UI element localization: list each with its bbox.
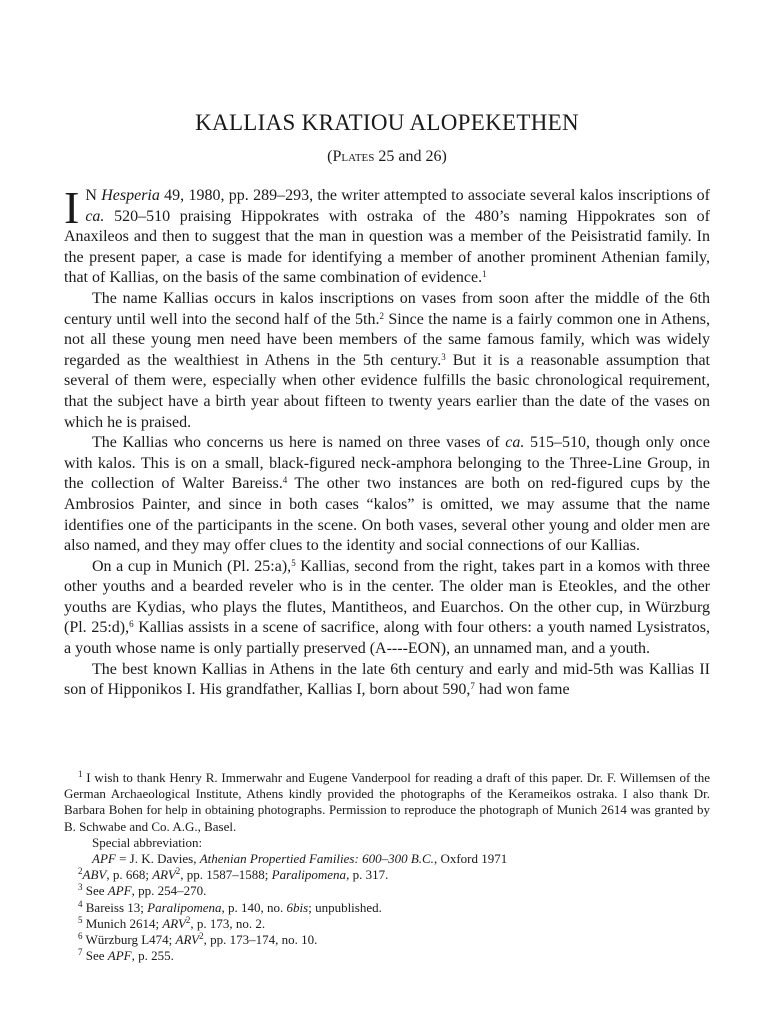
text-run: The other two instances are both on red-figured cups by the Ambrosios Painter, and since in both cases “kalos” is omitted, we may assume that the name identifies one of the participants in the scene. On both vases, several other young and older men are also named, and they may offer clues to the identity and social connections of our Kallias. [64, 475, 710, 555]
footnote-5 [64, 916, 710, 932]
text-run: Munich 2614; [82, 915, 163, 931]
footnote-marker: 7 [470, 681, 475, 692]
footnote-4 [64, 900, 710, 916]
text-run: 520–510 praising Hippokrates with ostraka of the 480’s naming Hippokrates son of Anaxileos and then to suggest that the man in question was a member of the Peisistratid family. In the present paper, a case is made for identifying a member of another prominent Athenian family, that of Kallias, on the basis of the same combination of evidence. [64, 207, 710, 287]
paragraph-4 [64, 557, 710, 660]
abbr-apf: APF [92, 851, 116, 867]
drop-cap: I [64, 182, 80, 233]
paragraph-5 [64, 660, 710, 701]
article-title: KALLIAS KRATIOU ALOPEKETHEN [195, 110, 579, 135]
footnote-marker: 4 [282, 475, 288, 486]
text-run: , pp. 1587–1588; [180, 867, 272, 883]
text-run: Kallias, second from the right, takes part in a komos with three other youths and a bearded reveler who is in the center. The older man is Eteokles, and the other youths are Kydias, who plays the flutes, Mantitheos, and Euarchos. On the other cup, in Würzburg (Pl. 25:d), [64, 557, 710, 637]
text-run: , p. 173, no. 2. [190, 915, 266, 931]
footnote-marker: 5 [291, 557, 296, 568]
journal-name: Hesperia [101, 187, 160, 204]
footnote-3 [64, 883, 710, 899]
text-run: 515–510, though only once with kalos. This is on a small, black-figured neck-amphora belonging to the Three-Line Group, in the collection of Walter Bareiss. [64, 434, 711, 493]
text-run: , pp. 173–174, no. 10. [203, 932, 318, 948]
footnote-text: I wish to thank Henry R. Immerwahr and Eugene Vanderpool for reading a draft of this paper. Dr. F. Willemsen of the German Archaeological Institute, Athens kindly provided the photographs of the Kerameikos ostraka. I also thank Dr. Barbara Bohen for help in obtaining photographs. Permission to reproduce the photograph of Munich 2614 was granted by B. Schwabe and Co. A.G., Basel. [64, 770, 710, 834]
text-run: , pp. 254–270. [131, 883, 207, 899]
edition-number: 2 [175, 866, 181, 877]
abbr-paralipomena: Paralipomena [271, 867, 347, 883]
circa-abbr: ca. [505, 434, 525, 452]
footnote-6 [64, 932, 710, 948]
subtitle-plate-numbers: 25 and 26) [374, 148, 447, 165]
text-run: But it is a reasonable assumption that several of them were, especially when other evidence fulfills the basic chronological requirement, that the subject have a birth year about fifteen to twenty years earlier than the date of the vases on which he is praised. [64, 351, 711, 431]
footnote-marker: 1 [482, 269, 487, 280]
footnote-number: 6 [78, 931, 83, 942]
footnote-number: 4 [78, 898, 83, 909]
footnote-number: 1 [78, 769, 83, 779]
article-body [64, 182, 711, 701]
footnote-marker: 2 [379, 310, 384, 321]
edition-number: 2 [185, 914, 191, 925]
abbr-paralipomena: Paralipomena [147, 899, 222, 915]
paragraph-2 [64, 289, 710, 433]
subtitle-plates-word: Plates [332, 148, 375, 165]
footnote-marker: 3 [441, 351, 446, 362]
abbr-apf: APF [107, 948, 132, 964]
circa-abbr: ca. [85, 207, 105, 225]
footnote-number: 3 [78, 882, 83, 893]
text-run: On a cup in Munich (Pl. 25:a), [92, 557, 292, 575]
text-run: N [85, 187, 102, 204]
text-run: Kallias assists in a scene of sacrifice, along with four others: a youth named Lysistratos, a youth whose name is only partially preserved (A----EON), an unnamed man, and a youth. [64, 619, 710, 658]
abbr-arv: ARV [152, 867, 176, 883]
text-run: The name Kallias occurs in kalos inscriptions on vases from soon after the middle of the 6th century until well into the second half of the 5th. [64, 289, 710, 328]
footnote-7 [64, 948, 710, 964]
text-run: = J. K. Davies, [115, 851, 200, 867]
paragraph-3 [64, 433, 710, 557]
abbr-abv: ABV [82, 867, 107, 883]
text-run: had won fame [474, 681, 570, 699]
text-run: ; unpublished. [308, 899, 382, 915]
text-run: , p. 317. [346, 867, 389, 883]
text-run: , p. 140, no. [221, 899, 287, 915]
plates-reference [64, 148, 710, 166]
text-run: , Oxford 1971 [433, 851, 508, 867]
footnote-number: 2 [78, 866, 83, 877]
footnote-marker: 6 [129, 619, 134, 630]
footnote-number: 7 [78, 947, 83, 958]
text-run: Bareiss 13; [82, 899, 148, 915]
footnote-2 [64, 867, 710, 883]
text-run: Since the name is a fairly common one in Athens, not all these young men need have been members of the same famous family, which was widely regarded as the wealthiest in Athens in the 5th century. [64, 310, 710, 369]
text-run: The best known Kallias in Athens in the late 6th century and early and mid-5th was Kallias II son of Hipponikos I. His grandfather, Kallias I, born about 590, [64, 660, 710, 699]
text-run: 49, 1980, pp. 289–293, the writer attempted to associate several kalos inscriptions of [159, 187, 710, 204]
footnote-number: 5 [78, 914, 83, 925]
item-number: 6bis [286, 899, 309, 915]
text-run: See [82, 883, 108, 899]
edition-number: 2 [199, 931, 204, 942]
text-run: , p. 255. [131, 948, 174, 964]
text-run: , p. 668; [106, 867, 153, 883]
text-run: Würzburg L474; [82, 932, 176, 948]
text-run: See [82, 948, 108, 964]
abbr-arv: ARV [175, 932, 200, 948]
abbr-apf: APF [107, 883, 132, 899]
subtitle-open-paren: ( [327, 148, 333, 165]
special-abbreviation-label: Special abbreviation: [92, 834, 203, 850]
footnote-1 [64, 770, 710, 835]
footnotes [64, 770, 710, 964]
text-run: The Kallias who concerns us here is named on three vases of [92, 434, 506, 452]
abbr-arv: ARV [162, 915, 186, 931]
book-title: Athenian Propertied Families: 600–300 B.C. [199, 851, 434, 867]
apf-abbreviation [64, 851, 710, 867]
paragraph-1 [64, 182, 710, 289]
